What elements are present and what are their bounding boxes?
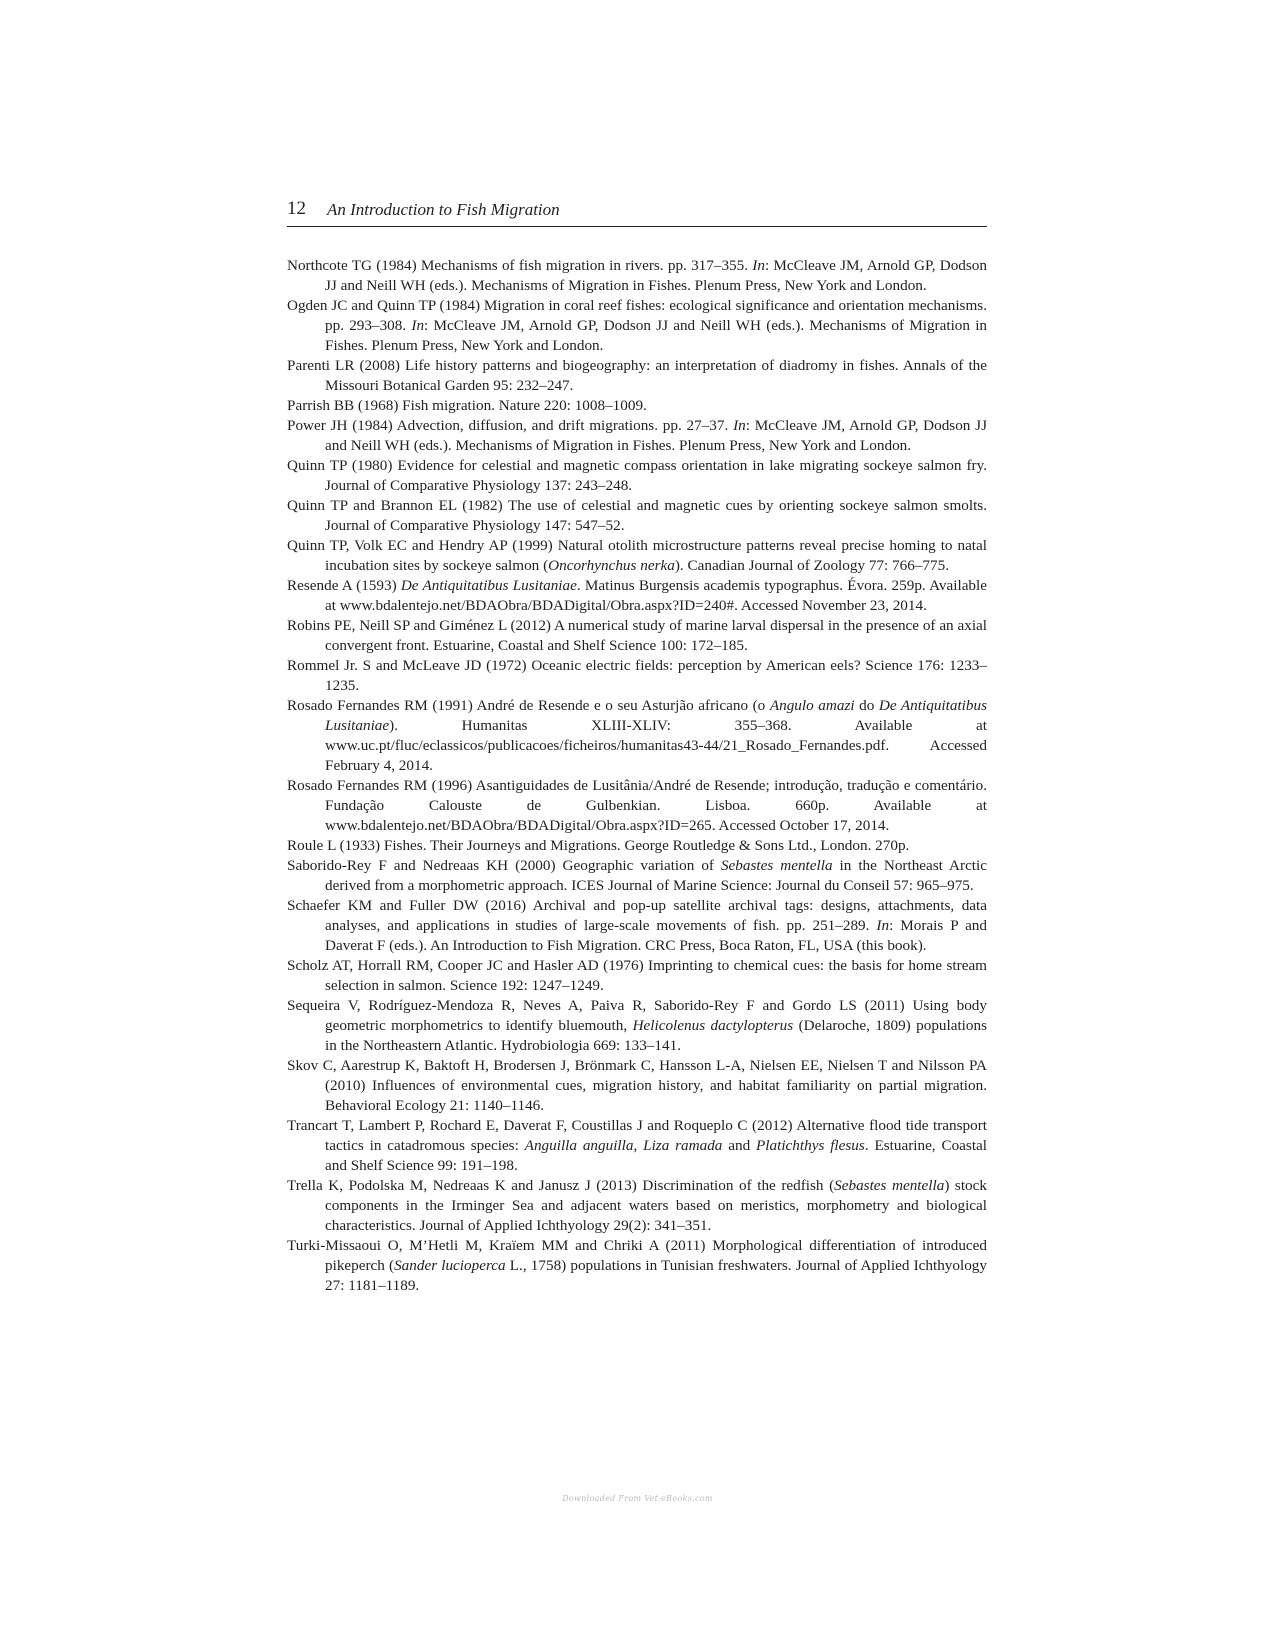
reference-italic-text: Anguilla anguilla	[524, 1137, 634, 1154]
reference-entry	[287, 696, 987, 776]
reference-text: ,	[633, 1137, 644, 1154]
reference-text: Turki-Missaoui O, M’Hetli M, Kraïem MM and Chriki A (2011) Morphological differentiation of introduced pikeperch (	[287, 1237, 987, 1274]
reference-entry	[287, 1236, 987, 1296]
reference-text: do	[854, 697, 879, 714]
reference-entry	[287, 576, 987, 616]
reference-text: . Estuarine, Coastal and Shelf Science 99: 191–198.	[325, 1137, 988, 1174]
reference-italic-text: In	[752, 257, 765, 274]
reference-text: Schaefer KM and Fuller DW (2016) Archival and pop-up satellite archival tags: designs, attachments, data analyses, and applications in studies of large-scale movements of fish. pp. 251–289.	[287, 897, 987, 934]
page-header	[287, 198, 987, 227]
reference-text: Rosado Fernandes RM (1991) André de Resende e o seu Asturjão africano (o	[287, 697, 770, 714]
reference-text: Parrish BB (1968) Fish migration. Nature 220: 1008–1009.	[287, 397, 647, 414]
reference-italic-text: Helicolenus dactylopterus	[632, 1017, 794, 1034]
reference-text: : McCleave JM, Arnold GP, Dodson JJ and Neill WH (eds.). Mechanisms of Migration in Fishes. Plenum Press, New York and London.	[325, 257, 987, 294]
watermark: Downloaded From Vet-eBooks.com	[562, 1494, 713, 1503]
reference-entry	[287, 656, 987, 696]
reference-entry	[287, 296, 987, 356]
reference-italic-text: Liza ramada	[643, 1137, 723, 1154]
reference-entry	[287, 896, 987, 956]
reference-entry	[287, 776, 987, 836]
reference-italic-text: Sander lucioperca	[394, 1257, 506, 1274]
reference-italic-text: In	[876, 917, 890, 934]
reference-text: Parenti LR (2008) Life history patterns and biogeography: an interpretation of diadromy in fishes. Annals of the Missouri Botanical Garden 95: 232–247.	[287, 357, 987, 394]
reference-entry	[287, 996, 987, 1056]
reference-list	[287, 256, 987, 1296]
reference-entry	[287, 836, 987, 856]
reference-text: ). Canadian Journal of Zoology 77: 766–775.	[674, 557, 950, 574]
reference-text: Scholz AT, Horrall RM, Cooper JC and Hasler AD (1976) Imprinting to chemical cues: the basis for home stream selection in salmon. Science 192: 1247–1249.	[287, 957, 987, 994]
reference-entry	[287, 416, 987, 456]
reference-italic-text: Platichthys flesus	[756, 1137, 865, 1154]
reference-italic-text: Angulo amazi	[769, 697, 855, 714]
reference-text: ). Humanitas XLIII-XLIV: 355–368. Available at www.uc.pt/fluc/eclassicos/publicacoes/ficheiros/humanitas43-44/21_Rosado_Fernandes.pdf. Accessed February 4, 2014.	[325, 717, 987, 774]
reference-entry	[287, 456, 987, 496]
reference-text: Quinn TP and Brannon EL (1982) The use of celestial and magnetic cues by orienting sockeye salmon smolts. Journal of Comparative Physiology 147: 547–52.	[287, 497, 987, 534]
reference-text: Robins PE, Neill SP and Giménez L (2012) A numerical study of marine larval dispersal in the presence of an axial convergent front. Estuarine, Coastal and Shelf Science 100: 172–185.	[287, 617, 987, 654]
reference-italic-text: De Antiquitatibus Lusitaniae	[400, 577, 577, 594]
reference-text: Northcote TG (1984) Mechanisms of fish migration in rivers. pp. 317–355.	[287, 257, 753, 274]
reference-text: : Morais P and Daverat F (eds.). An Introduction to Fish Migration. CRC Press, Boca Raton, FL, USA (this book).	[325, 917, 987, 954]
reference-italic-text: Sebastes mentella	[720, 857, 833, 874]
page-number: 12	[287, 198, 306, 219]
running-title: An Introduction to Fish Migration	[327, 200, 560, 219]
reference-entry	[287, 256, 987, 296]
reference-text: and	[722, 1137, 757, 1154]
reference-text: . Matinus Burgensis academis typographus. Évora. 259p. Available at www.bdalentejo.net/BDAObra/BDADigital/Obra.aspx?ID=240#. Accessed November 23, 2014.	[325, 577, 987, 614]
reference-text: Resende A (1593)	[287, 577, 401, 594]
reference-entry	[287, 616, 987, 656]
reference-text: Rosado Fernandes RM (1996) Asantiguidades de Lusitânia/André de Resende; introdução, tradução e comentário. Fundação Calouste de Gulbenkian. Lisboa. 660p. Available at www.bdalentejo.net/BDAObra/BDADigital/Obra.aspx?ID=265. Accessed October 17, 2014.	[287, 777, 987, 834]
reference-text: (Delaroche, 1809) populations in the Northeastern Atlantic. Hydrobiologia 669: 133–141.	[325, 1017, 988, 1054]
reference-text: Rommel Jr. S and McLeave JD (1972) Oceanic electric fields: perception by American eels? Science 176: 1233–1235.	[287, 657, 987, 694]
reference-entry	[287, 1176, 987, 1236]
reference-entry	[287, 356, 987, 396]
reference-entry	[287, 1056, 987, 1116]
reference-italic-text: Sebastes mentella	[834, 1177, 945, 1194]
reference-text: : McCleave JM, Arnold GP, Dodson JJ and Neill WH (eds.). Mechanisms of Migration in Fishes. Plenum Press, New York and London.	[325, 417, 987, 454]
reference-entry	[287, 1116, 987, 1176]
reference-entry	[287, 496, 987, 536]
reference-text: Trancart T, Lambert P, Rochard E, Daverat F, Coustillas J and Roqueplo C (2012) Alternative flood tide transport tactics in catadromous species:	[287, 1117, 987, 1154]
reference-italic-text: De Antiquitatibus Lusitaniae	[325, 697, 987, 734]
reference-text: Power JH (1984) Advection, diffusion, and drift migrations. pp. 27–37.	[287, 417, 734, 434]
reference-text: Sequeira V, Rodríguez-Mendoza R, Neves A, Paiva R, Saborido-Rey F and Gordo LS (2011) Using body geometric morphometrics to identify bluemouth,	[287, 997, 987, 1034]
reference-entry	[287, 536, 987, 576]
reference-text: Trella K, Podolska M, Nedreaas K and Janusz J (2013) Discrimination of the redfish (	[287, 1177, 835, 1194]
reference-text: Quinn TP, Volk EC and Hendry AP (1999) Natural otolith microstructure patterns reveal precise homing to natal incubation sites by sockeye salmon (	[287, 537, 987, 574]
reference-entry	[287, 396, 987, 416]
reference-text: Roule L (1933) Fishes. Their Journeys and Migrations. George Routledge & Sons Ltd., London. 270p.	[287, 837, 910, 854]
reference-entry	[287, 956, 987, 996]
reference-text: ) stock components in the Irminger Sea and adjacent waters based on meristics, morphometry and biological characteristics. Journal of Applied Ichthyology 29(2): 341–351.	[325, 1177, 987, 1234]
reference-text: in the Northeast Arctic derived from a morphometric approach. ICES Journal of Marine Science: Journal du Conseil 57: 965–975.	[325, 857, 987, 894]
reference-text: Ogden JC and Quinn TP (1984) Migration in coral reef fishes: ecological significance and orientation mechanisms. pp. 293–308.	[287, 297, 987, 334]
reference-italic-text: Oncorhynchus nerka	[548, 557, 675, 574]
reference-italic-text: In	[411, 317, 425, 334]
reference-text: Saborido-Rey F and Nedreaas KH (2000) Geographic variation of	[287, 857, 721, 874]
reference-italic-text: In	[733, 417, 746, 434]
reference-text: Quinn TP (1980) Evidence for celestial and magnetic compass orientation in lake migrating sockeye salmon fry. Journal of Comparative Physiology 137: 243–248.	[287, 457, 987, 494]
reference-text: : McCleave JM, Arnold GP, Dodson JJ and Neill WH (eds.). Mechanisms of Migration in Fishes. Plenum Press, New York and London.	[325, 317, 988, 354]
reference-text: Skov C, Aarestrup K, Baktoft H, Brodersen J, Brönmark C, Hansson L-A, Nielsen EE, Nielsen T and Nilsson PA (2010) Influences of environmental cues, migration history, and habitat familiarity on partial migration. Behavioral Ecology 21: 1140–1146.	[287, 1057, 987, 1114]
reference-entry	[287, 856, 987, 896]
reference-text: L., 1758) populations in Tunisian freshwaters. Journal of Applied Ichthyology 27: 1181–1189.	[325, 1257, 987, 1294]
